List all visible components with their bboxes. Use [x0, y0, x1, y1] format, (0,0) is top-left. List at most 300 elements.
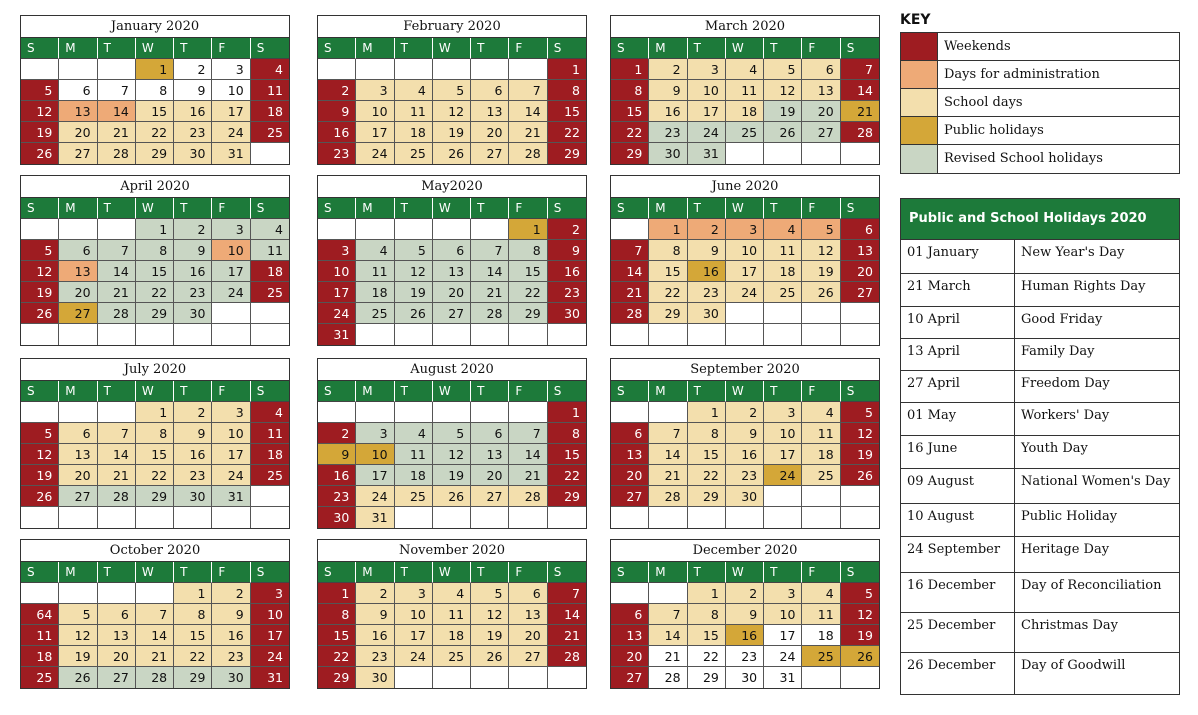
day-cell: 27: [471, 486, 509, 507]
day-cell: 27: [471, 143, 509, 164]
empty-day-cell: [649, 583, 687, 604]
day-cell: 20: [59, 122, 97, 143]
empty-day-cell: [764, 507, 802, 528]
day-cell: 31: [764, 667, 802, 688]
empty-day-cell: [98, 402, 136, 423]
empty-day-cell: [688, 507, 726, 528]
day-cell: 9: [649, 80, 687, 101]
empty-day-cell: [251, 507, 289, 528]
weekday-header: F: [509, 38, 547, 59]
day-cell: 10: [395, 604, 433, 625]
holiday-row: [901, 613, 1179, 653]
day-cell: 19: [59, 646, 97, 667]
day-cell: 26: [395, 303, 433, 324]
empty-day-cell: [212, 507, 250, 528]
day-cell: 24: [356, 486, 394, 507]
weekday-header: S: [611, 198, 649, 219]
day-cell: 1: [174, 583, 212, 604]
empty-day-cell: [548, 324, 586, 345]
month-title: December 2020: [611, 540, 879, 562]
day-cell: 7: [98, 240, 136, 261]
day-cell: 29: [136, 303, 174, 324]
key-item: [901, 117, 1179, 145]
day-cell: 18: [802, 625, 840, 646]
day-cell: 9: [688, 240, 726, 261]
weekday-header: W: [726, 198, 764, 219]
day-cell: 18: [251, 101, 289, 122]
weekday-header: T: [471, 198, 509, 219]
day-cell: 19: [433, 122, 471, 143]
weekday-header: T: [395, 198, 433, 219]
day-cell: 15: [548, 101, 586, 122]
day-cell: 3: [395, 583, 433, 604]
day-cell: 30: [212, 667, 250, 688]
holiday-date: 24 September: [901, 537, 1015, 572]
empty-day-cell: [509, 667, 547, 688]
key-item: [901, 89, 1179, 117]
day-cell: 6: [433, 240, 471, 261]
empty-day-cell: [433, 324, 471, 345]
holiday-row: [901, 504, 1179, 537]
day-cell: 10: [251, 604, 289, 625]
day-cell: 30: [649, 143, 687, 164]
weekday-header: F: [212, 562, 250, 583]
weekday-header: T: [471, 381, 509, 402]
day-cell: 27: [59, 303, 97, 324]
day-cell: 15: [548, 444, 586, 465]
day-cell: 2: [726, 583, 764, 604]
empty-day-cell: [395, 402, 433, 423]
empty-day-cell: [59, 583, 97, 604]
month-title: August 2020: [318, 359, 586, 381]
day-cell: 2: [174, 219, 212, 240]
day-cell: 14: [98, 444, 136, 465]
day-cell: 15: [136, 444, 174, 465]
day-cell: 5: [841, 583, 879, 604]
day-cell: 28: [649, 667, 687, 688]
empty-day-cell: [802, 303, 840, 324]
weekday-header: T: [174, 381, 212, 402]
weekday-header: S: [548, 562, 586, 583]
day-cell: 3: [764, 402, 802, 423]
day-cell: 2: [212, 583, 250, 604]
month-may2020: [317, 175, 587, 346]
weekday-header: T: [688, 562, 726, 583]
month-june-2020: [610, 175, 880, 346]
day-cell: 15: [174, 625, 212, 646]
day-cell: 25: [251, 282, 289, 303]
day-cell: 10: [764, 604, 802, 625]
day-cell: 8: [509, 240, 547, 261]
day-cell: 7: [509, 423, 547, 444]
day-cell: 17: [212, 101, 250, 122]
day-cell: 30: [726, 667, 764, 688]
day-cell: 5: [59, 604, 97, 625]
empty-day-cell: [395, 667, 433, 688]
empty-day-cell: [509, 324, 547, 345]
weekday-header: M: [356, 38, 394, 59]
day-cell: 22: [136, 282, 174, 303]
empty-day-cell: [251, 324, 289, 345]
weekday-header: M: [356, 562, 394, 583]
weekday-header: T: [471, 38, 509, 59]
day-cell: 23: [174, 122, 212, 143]
empty-day-cell: [356, 402, 394, 423]
day-cell: 11: [802, 604, 840, 625]
empty-day-cell: [318, 59, 356, 80]
empty-day-cell: [841, 143, 879, 164]
day-cell: 8: [688, 604, 726, 625]
day-cell: 15: [688, 625, 726, 646]
empty-day-cell: [212, 303, 250, 324]
day-cell: 18: [764, 261, 802, 282]
day-cell: 14: [98, 261, 136, 282]
day-cell: 26: [59, 667, 97, 688]
day-cell: 26: [21, 486, 59, 507]
day-cell: 13: [471, 444, 509, 465]
day-cell: 15: [688, 444, 726, 465]
weekday-header: S: [21, 38, 59, 59]
weekday-header: T: [395, 562, 433, 583]
day-cell: 16: [726, 625, 764, 646]
day-cell: 20: [611, 646, 649, 667]
month-title: October 2020: [21, 540, 289, 562]
weekday-header: T: [688, 38, 726, 59]
empty-day-cell: [841, 324, 879, 345]
empty-day-cell: [59, 59, 97, 80]
day-cell: 11: [251, 423, 289, 444]
empty-day-cell: [98, 219, 136, 240]
day-cell: 4: [395, 423, 433, 444]
day-cell: 24: [251, 646, 289, 667]
day-cell: 15: [136, 261, 174, 282]
day-cell: 22: [688, 646, 726, 667]
empty-day-cell: [433, 59, 471, 80]
day-cell: 28: [509, 486, 547, 507]
month-title: April 2020: [21, 176, 289, 198]
day-cell: 11: [433, 604, 471, 625]
day-cell: 26: [841, 465, 879, 486]
weekday-header: T: [174, 562, 212, 583]
day-cell: 1: [136, 59, 174, 80]
day-cell: 7: [98, 80, 136, 101]
empty-day-cell: [611, 507, 649, 528]
day-cell: 1: [548, 59, 586, 80]
day-cell: 23: [726, 465, 764, 486]
day-cell: 20: [59, 465, 97, 486]
empty-day-cell: [688, 324, 726, 345]
day-cell: 19: [395, 282, 433, 303]
empty-day-cell: [649, 402, 687, 423]
day-cell: 20: [98, 646, 136, 667]
weekday-header: M: [356, 381, 394, 402]
empty-day-cell: [764, 143, 802, 164]
day-cell: 5: [21, 80, 59, 101]
day-cell: 1: [688, 402, 726, 423]
key-swatch: [901, 89, 938, 116]
weekday-header: S: [611, 381, 649, 402]
weekday-header: S: [21, 198, 59, 219]
empty-day-cell: [726, 507, 764, 528]
empty-day-cell: [395, 59, 433, 80]
day-cell: 26: [471, 646, 509, 667]
day-cell: 28: [611, 303, 649, 324]
empty-day-cell: [433, 402, 471, 423]
day-cell: 15: [649, 261, 687, 282]
day-cell: 6: [471, 80, 509, 101]
empty-day-cell: [726, 303, 764, 324]
holiday-row: [901, 307, 1179, 339]
holiday-row: [901, 240, 1179, 274]
day-cell: 2: [688, 219, 726, 240]
day-cell: 7: [509, 80, 547, 101]
day-cell: 4: [433, 583, 471, 604]
day-cell: 26: [433, 486, 471, 507]
day-cell: 21: [98, 465, 136, 486]
weekday-header: T: [764, 38, 802, 59]
day-cell: 24: [764, 465, 802, 486]
day-cell: 16: [548, 261, 586, 282]
day-cell: 21: [649, 646, 687, 667]
day-cell: 17: [356, 465, 394, 486]
day-cell: 21: [509, 465, 547, 486]
weekday-header: F: [802, 198, 840, 219]
day-cell: 11: [251, 240, 289, 261]
day-cell: 11: [251, 80, 289, 101]
day-cell: 27: [802, 122, 840, 143]
day-cell: 13: [471, 101, 509, 122]
empty-day-cell: [433, 507, 471, 528]
key-item: [901, 145, 1179, 173]
key-swatch: [901, 61, 938, 88]
holiday-name: Freedom Day: [1021, 376, 1110, 391]
day-cell: 4: [251, 402, 289, 423]
empty-day-cell: [548, 667, 586, 688]
key-swatch: [901, 145, 938, 173]
day-cell: 20: [433, 282, 471, 303]
day-cell: 11: [726, 80, 764, 101]
day-cell: 18: [802, 444, 840, 465]
day-cell: 28: [841, 122, 879, 143]
day-cell: 29: [318, 667, 356, 688]
day-cell: 14: [509, 101, 547, 122]
empty-day-cell: [59, 507, 97, 528]
day-cell: 5: [21, 423, 59, 444]
day-cell: 3: [356, 80, 394, 101]
empty-day-cell: [21, 59, 59, 80]
day-cell: 9: [318, 444, 356, 465]
day-cell: 3: [212, 402, 250, 423]
empty-day-cell: [356, 59, 394, 80]
day-cell: 17: [212, 261, 250, 282]
day-cell: 15: [509, 261, 547, 282]
key-item: [901, 61, 1179, 89]
day-cell: 10: [688, 80, 726, 101]
day-cell: 7: [649, 604, 687, 625]
day-cell: 6: [98, 604, 136, 625]
month-title: June 2020: [611, 176, 879, 198]
day-cell: 3: [688, 59, 726, 80]
day-cell: 20: [611, 465, 649, 486]
holiday-name: Public Holiday: [1021, 509, 1118, 524]
day-cell: 18: [251, 444, 289, 465]
day-cell: 20: [509, 625, 547, 646]
empty-day-cell: [509, 507, 547, 528]
day-cell: 13: [509, 604, 547, 625]
key-label: Days for administration: [944, 67, 1100, 82]
day-cell: 5: [395, 240, 433, 261]
day-cell: 3: [726, 219, 764, 240]
day-cell: 17: [726, 261, 764, 282]
day-cell: 13: [59, 444, 97, 465]
day-cell: 25: [802, 465, 840, 486]
day-cell: 16: [174, 261, 212, 282]
holiday-date: 16 June: [901, 436, 1015, 468]
day-cell: 27: [611, 486, 649, 507]
day-cell: 7: [649, 423, 687, 444]
day-cell: 4: [251, 59, 289, 80]
day-cell: 24: [688, 122, 726, 143]
day-cell: 29: [548, 486, 586, 507]
day-cell: 31: [251, 667, 289, 688]
weekday-header: S: [251, 562, 289, 583]
empty-day-cell: [251, 143, 289, 164]
weekday-header: S: [841, 198, 879, 219]
day-cell: 6: [471, 423, 509, 444]
weekday-header: S: [251, 381, 289, 402]
day-cell: 11: [21, 625, 59, 646]
day-cell: 9: [174, 80, 212, 101]
weekday-header: F: [212, 381, 250, 402]
empty-day-cell: [21, 324, 59, 345]
empty-day-cell: [841, 507, 879, 528]
day-cell: 14: [471, 261, 509, 282]
month-march-2020: [610, 15, 880, 165]
day-cell: 3: [764, 583, 802, 604]
day-cell: 27: [841, 282, 879, 303]
empty-day-cell: [611, 324, 649, 345]
day-cell: 12: [841, 423, 879, 444]
day-cell: 5: [841, 402, 879, 423]
weekday-header: T: [764, 381, 802, 402]
day-cell: 31: [688, 143, 726, 164]
empty-day-cell: [802, 143, 840, 164]
weekday-header: T: [395, 381, 433, 402]
day-cell: 3: [356, 423, 394, 444]
day-cell: 8: [611, 80, 649, 101]
day-cell: 4: [251, 219, 289, 240]
day-cell: 8: [136, 423, 174, 444]
day-cell: 10: [356, 101, 394, 122]
weekday-header: F: [802, 381, 840, 402]
day-cell: 1: [136, 219, 174, 240]
weekday-header: T: [98, 38, 136, 59]
day-cell: 8: [548, 80, 586, 101]
day-cell: 22: [318, 646, 356, 667]
day-cell: 21: [136, 646, 174, 667]
day-cell: 9: [548, 240, 586, 261]
weekday-header: S: [318, 381, 356, 402]
day-cell: 13: [59, 101, 97, 122]
day-cell: 23: [688, 282, 726, 303]
day-cell: 19: [802, 261, 840, 282]
day-cell: 9: [174, 423, 212, 444]
day-cell: 16: [174, 101, 212, 122]
weekday-header: S: [251, 38, 289, 59]
day-cell: 9: [356, 604, 394, 625]
holiday-row: [901, 653, 1179, 694]
day-cell: 22: [649, 282, 687, 303]
weekday-header: F: [509, 562, 547, 583]
weekday-header: M: [59, 381, 97, 402]
day-cell: 21: [548, 625, 586, 646]
day-cell: 21: [98, 282, 136, 303]
day-cell: 27: [611, 667, 649, 688]
empty-day-cell: [509, 59, 547, 80]
day-cell: 7: [548, 583, 586, 604]
month-title: February 2020: [318, 16, 586, 38]
day-cell: 22: [509, 282, 547, 303]
day-cell: 20: [802, 101, 840, 122]
day-cell: 6: [841, 219, 879, 240]
day-cell: 12: [471, 604, 509, 625]
day-cell: 17: [395, 625, 433, 646]
day-cell: 27: [98, 667, 136, 688]
weekday-header: S: [548, 38, 586, 59]
day-cell: 22: [136, 122, 174, 143]
key-swatch: [901, 117, 938, 144]
day-cell: 5: [433, 423, 471, 444]
day-cell: 12: [433, 101, 471, 122]
day-cell: 21: [649, 465, 687, 486]
weekday-header: F: [212, 198, 250, 219]
day-cell: 7: [136, 604, 174, 625]
day-cell: 24: [212, 465, 250, 486]
day-cell: 21: [841, 101, 879, 122]
holiday-name: Day of Reconciliation: [1021, 578, 1162, 593]
day-cell: 12: [841, 604, 879, 625]
day-cell: 25: [726, 122, 764, 143]
day-cell: 19: [433, 465, 471, 486]
weekday-header: M: [649, 381, 687, 402]
day-cell: 15: [611, 101, 649, 122]
day-cell: 2: [548, 219, 586, 240]
empty-day-cell: [764, 303, 802, 324]
empty-day-cell: [611, 402, 649, 423]
empty-day-cell: [611, 583, 649, 604]
empty-day-cell: [251, 303, 289, 324]
day-cell: 2: [356, 583, 394, 604]
day-cell: 22: [611, 122, 649, 143]
day-cell: 21: [509, 122, 547, 143]
weekday-header: T: [764, 198, 802, 219]
day-cell: 28: [98, 303, 136, 324]
holiday-row: [901, 573, 1179, 613]
month-august-2020: [317, 358, 587, 529]
day-cell: 24: [726, 282, 764, 303]
day-cell: 17: [318, 282, 356, 303]
day-cell: 8: [136, 240, 174, 261]
day-cell: 24: [395, 646, 433, 667]
weekday-header: F: [509, 198, 547, 219]
day-cell: 12: [802, 240, 840, 261]
holiday-name: Youth Day: [1021, 441, 1088, 456]
holiday-date: 10 August: [901, 504, 1015, 536]
empty-day-cell: [98, 324, 136, 345]
day-cell: 1: [611, 59, 649, 80]
day-cell: 14: [509, 444, 547, 465]
day-cell: 3: [212, 219, 250, 240]
